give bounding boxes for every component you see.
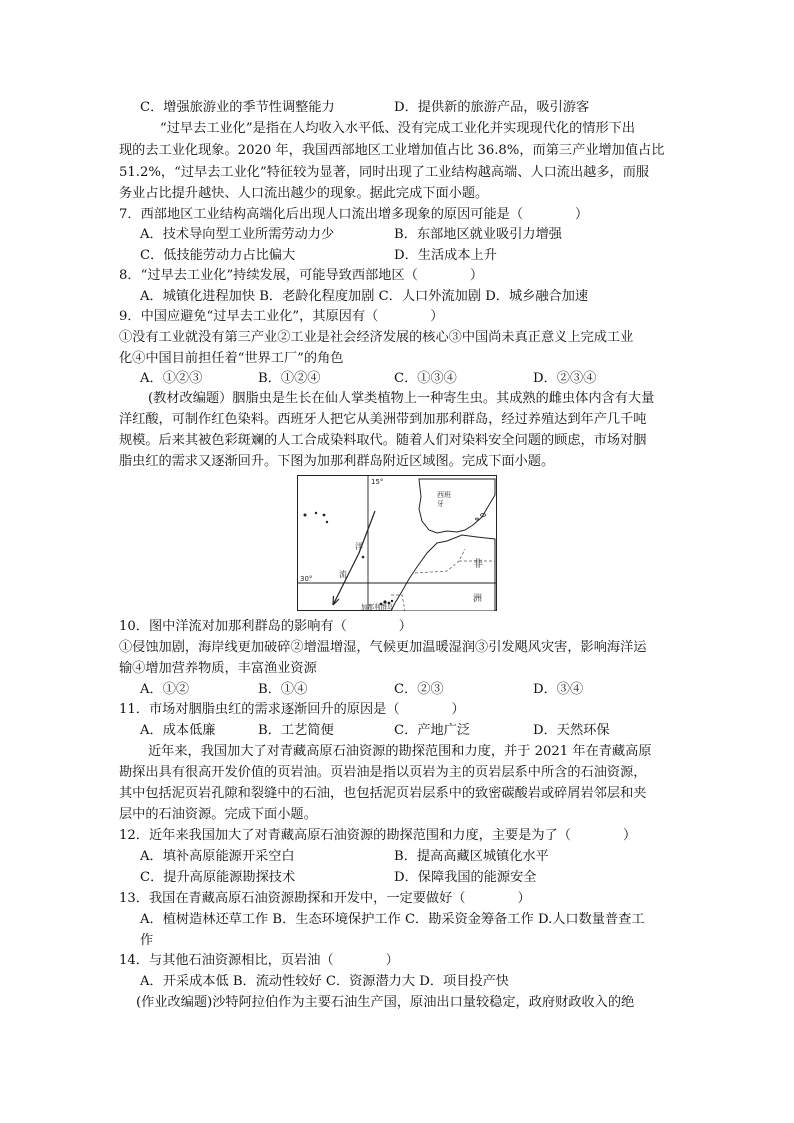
spain-label: 西 (437, 491, 444, 499)
passage3-line: 层中的石油资源。完成下面小题。 (119, 807, 317, 822)
q12-option-d: D．保障我国的能源安全 (394, 870, 537, 885)
q10-statements-line: 输④增加营养物质，丰富渔业资源 (119, 661, 317, 676)
q11-option-d: D．天然环保 (533, 723, 610, 738)
q11-stem-text: 11．市场对胭脂虫红的需求逐渐回升的原因是（ (119, 702, 400, 717)
current-label: 洋 (355, 542, 363, 551)
q11-stem-close: ） (451, 702, 465, 717)
q14-stem-text: 14．与其他石油资源相比，页岩油（ (119, 953, 334, 968)
q13-options-line: 作 (140, 933, 154, 948)
passage2-line: (教材改编题）胭脂虫是生长在仙人掌类植物上一种寄生虫。其成熟的雌虫体内含有大量 (148, 391, 655, 406)
q9-stem (119, 307, 443, 326)
q10-stem-close: ） (398, 619, 412, 634)
q8-stem-text: 8．“过早去工业化”持续发展，可能导致西部地区（ (119, 268, 418, 283)
passage3-line: 勘探出具有很高开发价值的页岩油。页岩油是指以页岩为主的页岩层系中所含的石油资源， (119, 765, 647, 780)
q12-option-b: B．提高高藏区城镇化水平 (394, 849, 549, 864)
passage4-line: (作业改编题)沙特阿拉伯作为主要石油生产国，原油出口量较稳定，政府财政收入的绝 (136, 995, 635, 1010)
canary-islands-label: 加那利群岛 (361, 603, 394, 611)
current-label: 流 (339, 570, 347, 579)
q12-stem-text: 12．近年来我国加大了对青藏高原石油资源的勘探范围和力度，主要是为了（ (119, 828, 571, 843)
spain-label: 牙 (437, 500, 444, 508)
q9-option-c: C．①③④ (394, 371, 457, 386)
island (326, 521, 328, 523)
q7-stem (119, 205, 588, 224)
q13-stem (119, 889, 531, 908)
q7-option-c: C．低技能劳动力占比偏大 (140, 248, 296, 263)
q7-stem-close: ） (575, 207, 589, 222)
q7-option-b: B．东部地区就业吸引力增强 (394, 227, 562, 242)
passage2-line: 洋红酸，可制作红色染料。西班牙人把它从美洲带到加那利群岛，经过养殖达到年产几千吨 (119, 412, 647, 427)
q13-options-line: A．植树造林还草工作 B．生态环境保护工作 C．勘采资金筹备工作 D.人口数量普查工 (140, 912, 645, 927)
q10-option-a: A．①② (140, 682, 190, 697)
q14-options: A．开采成本低 B．流动性较好 C．资源潜力大 D．项目投产快 (140, 974, 509, 989)
q11-stem (119, 700, 465, 719)
q11-option-a: A．成本低廉 (140, 723, 216, 738)
island (362, 556, 365, 559)
q10-option-d: D．③④ (533, 682, 584, 697)
africa-label: 非 (473, 559, 483, 570)
island (304, 514, 307, 517)
q10-option-c: C．②③ (394, 682, 444, 697)
q10-option-b: B．①④ (258, 682, 308, 697)
q10-statements-line: ①侵蚀加剧，海岸线更加破碎②增温增湿，气候更加温暖湿润③引发飓风灾害，影响海洋运 (119, 640, 647, 655)
q11-option-c: C．产地广泛 (394, 723, 471, 738)
q11-option-b: B．工艺简便 (258, 723, 334, 738)
q14-stem (119, 951, 399, 970)
q13-stem-close: ） (517, 891, 531, 906)
q6-option-d: D．提供新的旅游产品，吸引游客 (394, 100, 590, 115)
q8-stem-close: ） (469, 268, 483, 283)
q12-option-c: C．提升高原能源勘探技术 (140, 870, 296, 885)
q8-options: A．城镇化进程加快 B．老龄化程度加剧 C．人口外流加剧 D．城乡融合加速 (140, 289, 589, 304)
spain-label: 班 (444, 491, 451, 499)
q9-stem-text: 9．中国应避免“过早去工业化”，其原因有（ (119, 309, 379, 324)
passage2-line: 规模。后来其被色彩斑斓的人工合成染料取代。随着人们对染料安全问题的顾虑，市场对胭 (119, 433, 647, 448)
passage1-line: 现的去工业化现象。2020 年，我国西部地区工业增加值占比 36.8%，而第三产业增加值占比 (119, 143, 665, 158)
lat-label: 30° (300, 575, 313, 583)
passage1-line: “过早去工业化”是指在人均收入水平低、没有完成工业化并实现现代化的情形下出 (160, 121, 636, 136)
lon-label: 15° (371, 478, 384, 486)
q13-stem-text: 13．我国在青藏高原石油资源勘探和开发中，一定要做好（ (119, 891, 466, 906)
q9-option-a: A．①②③ (140, 371, 203, 386)
q9-option-d: D．②③④ (533, 371, 597, 386)
passage3-line: 其中包括泥页岩孔隙和裂缝中的石油，也包括泥页岩层系中的致密碳酸岩或碎屑岩邻层和夹 (119, 786, 647, 801)
q9-statements-line: 化④中国目前担任着“世界工厂”的角色 (119, 351, 344, 366)
q8-stem (119, 266, 483, 285)
q9-option-b: B．①②④ (258, 371, 321, 386)
canary-islands-map (297, 475, 497, 611)
q10-stem (119, 617, 412, 636)
passage3-line: 近年来，我国加大了对青藏高原石油资源的勘探范围和力度，并于 2021 年在青藏高原 (148, 744, 652, 759)
q9-stem-close: ） (430, 309, 444, 324)
q7-option-a: A．技术导向型工业所需劳动力少 (140, 227, 335, 242)
passage2-line: 脂虫红的需求又逐渐回升。下图为加那利群岛附近区域图。完成下面小题。 (119, 454, 555, 469)
q10-stem-text: 10．图中洋流对加那利群岛的影响有（ (119, 619, 347, 634)
q14-stem-close: ） (385, 953, 399, 968)
q6-option-c: C．增强旅游业的季节性调整能力 (140, 100, 335, 115)
q12-stem-close: ） (622, 828, 637, 843)
passage1-line: 务业占比提升越快、人口流出越少的现象。据此完成下面小题。 (119, 186, 489, 201)
passage1-line: 51.2%，“过早去工业化”特征较为显著，同时出现了工业结构越高端、人口流出越多，而服 (119, 165, 650, 180)
island (323, 514, 326, 517)
africa-label-2: 洲 (473, 594, 483, 604)
q12-stem (119, 826, 636, 845)
q12-option-a: A．填补高原能源开采空白 (140, 849, 295, 864)
q7-option-d: D．生活成本上升 (394, 248, 497, 263)
q9-statements-line: ①没有工业就没有第三产业②工业是社会经济发展的核心③中国尚未真正意义上完成工业 (119, 330, 634, 345)
island (315, 512, 317, 514)
q7-stem-text: 7．西部地区工业结构高端化后出现人口流出增多现象的原因可能是（ (119, 207, 524, 222)
